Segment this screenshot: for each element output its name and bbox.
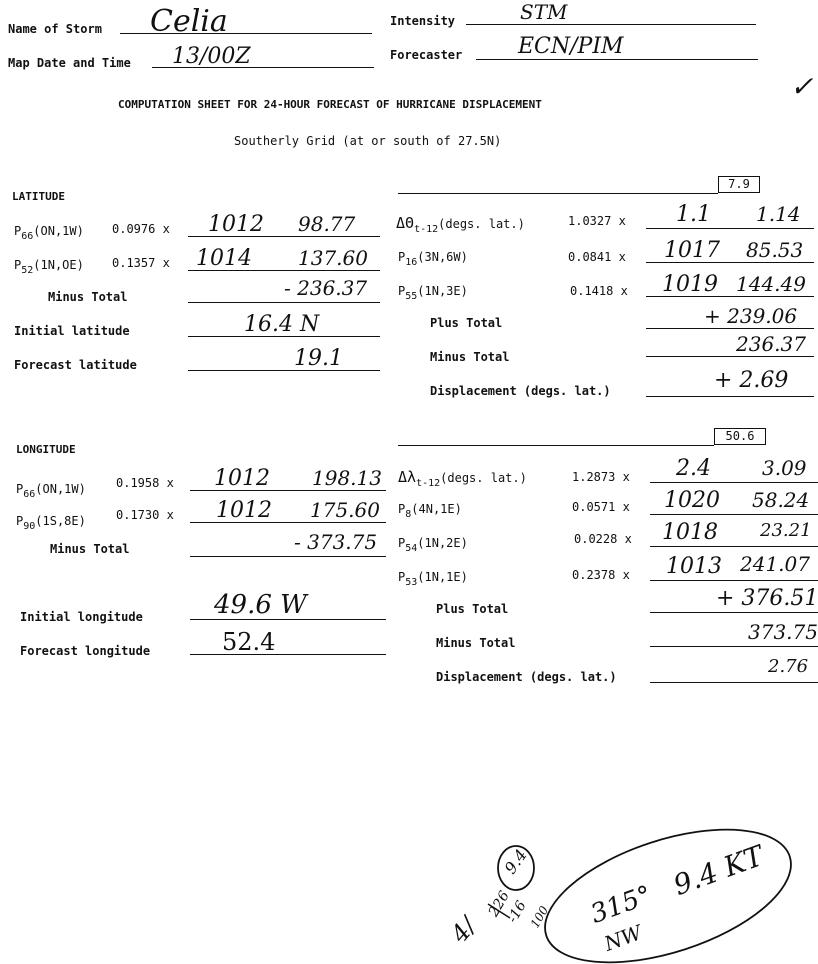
forecast-latitude-line — [188, 370, 380, 371]
oval-nw: NW — [601, 920, 646, 956]
initial-longitude-label: Initial longitude — [20, 610, 143, 624]
note-100: 100 — [527, 903, 552, 931]
lat-p16-pressure: 1017 — [664, 238, 720, 263]
forecast-longitude-label: Forecast longitude — [20, 644, 151, 658]
lon-minus-total-value: - 373.75 — [294, 530, 378, 554]
lon-p66-product: 198.13 — [312, 466, 382, 490]
lon-minus-total-label: Minus Total — [50, 542, 130, 556]
lon-p90-product: 175.60 — [310, 498, 380, 522]
lat-p52-pressure: 1014 — [196, 246, 252, 271]
lat-plus-total-value: + 239.06 — [704, 304, 798, 328]
lon-p53-pressure: 1013 — [666, 554, 722, 579]
latitude-box: 7.9 — [718, 176, 760, 193]
lon-p8-product: 58.24 — [752, 488, 810, 512]
lon-p66-pressure: 1012 — [214, 466, 270, 491]
forecast-latitude-value: 19.1 — [294, 346, 343, 371]
lon-p66-label: $P_{66}(ON,1W)$ — [16, 482, 86, 500]
longitude-heading: LONGITUDE — [16, 443, 76, 456]
lat-p55-coef: 0.1418 x — [570, 284, 628, 298]
lat-p66-product: 98.77 — [298, 212, 356, 236]
lat-p66-pressure: 1012 — [208, 212, 264, 237]
lon-p8-coef: 0.0571 x — [572, 500, 630, 514]
note-minus16: -16 — [504, 898, 530, 926]
intensity-line — [466, 24, 756, 25]
forecast-longitude-line — [190, 654, 386, 655]
oval-direction: 315° — [586, 880, 656, 930]
lat-p16-product: 85.53 — [746, 238, 804, 262]
storm-name-value: Celia — [150, 4, 228, 39]
lat-p16-label: $P_{16}(3N,6W)$ — [398, 250, 468, 268]
initial-latitude-value: 16.4 N — [244, 312, 320, 337]
lat-p52-label: $P_{52}(1N,OE)$ — [14, 258, 84, 276]
lon-plus-total-value: + 376.51 — [716, 586, 818, 611]
lon-dlambda-label: $\Delta\lambda_{t-12}(degs$. lat.) — [398, 468, 527, 489]
lon-p8-pressure: 1020 — [664, 488, 720, 513]
lon-p54-label: $P_{54}(1N,2E)$ — [398, 536, 468, 554]
longitude-box: 50.6 — [714, 428, 766, 445]
lon-p54-line — [650, 546, 818, 547]
oval-outline — [529, 803, 807, 964]
note-fraction: 4/ — [445, 912, 482, 948]
lat-minus-total-label: Minus Total — [48, 290, 128, 304]
latitude-heading: LATITUDE — [12, 190, 65, 203]
lon-p90-label: $P_{90}(1S,8E)$ — [16, 514, 86, 532]
lat-dtheta-product: 1.14 — [756, 202, 801, 226]
map-date-value: 13/00Z — [172, 44, 251, 69]
note-226: 226 — [485, 888, 513, 920]
lat-dtheta-coef: 1.0327 x — [568, 214, 626, 228]
lon-p66-coef: 0.1958 x — [116, 476, 174, 490]
lon-p54-pressure: 1018 — [662, 520, 718, 545]
lon-p54-coef: 0.0228 x — [574, 532, 632, 546]
lon-p90-pressure: 1012 — [216, 498, 272, 523]
lat-minus-total2-line — [646, 356, 814, 357]
forecaster-line — [476, 59, 758, 60]
lon-displacement-line — [650, 682, 818, 683]
lon-dlambda-value: 2.4 — [676, 456, 711, 481]
latitude-box-line — [398, 193, 718, 194]
lon-p90-coef: 0.1730 x — [116, 508, 174, 522]
lon-minus-total2-label: Minus Total — [436, 636, 516, 650]
lon-displacement-value: 2.76 — [768, 656, 809, 677]
lon-dlambda-line — [650, 482, 818, 483]
lon-plus-total-label: Plus Total — [436, 602, 509, 616]
lon-p8-line — [650, 514, 818, 515]
lon-displacement-label: Displacement (degs. lat.) — [436, 670, 617, 684]
lat-p55-product: 144.49 — [736, 272, 806, 296]
lat-p66-coef: 0.0976 x — [112, 222, 170, 236]
lat-dtheta-line — [646, 228, 814, 229]
lon-p53-label: $P_{53}(1N,1E)$ — [398, 570, 468, 588]
lat-plus-total-line — [646, 328, 814, 329]
lat-displacement-line — [646, 396, 814, 397]
forecast-latitude-label: Forecast latitude — [14, 358, 137, 372]
lat-minus-total-value: - 236.37 — [284, 276, 368, 300]
lat-p66-label: $P_{66}(ON,1W)$ — [14, 224, 84, 242]
forecaster-value: ECN/PIM — [518, 34, 624, 59]
lon-p53-product: 241.07 — [740, 552, 810, 576]
map-date-label: Map Date and Time — [8, 56, 131, 70]
intensity-value: STM — [520, 0, 568, 24]
lat-p55-label: $P_{55}(1N,3E)$ — [398, 284, 468, 302]
lon-minus-total2-value: 373.75 — [748, 620, 818, 644]
lon-dlambda-product: 3.09 — [762, 456, 807, 480]
lat-p52-coef: 0.1357 x — [112, 256, 170, 270]
lat-minus-total2-label: Minus Total — [430, 350, 510, 364]
lon-p8-label: $P_8(4N,1E)$ — [398, 502, 462, 520]
lat-dtheta-label: $\Delta\Theta_{t-12}(degs$. lat.) — [396, 214, 525, 235]
storm-name-label: Name of Storm — [8, 22, 102, 36]
page-subtitle: Southerly Grid (at or south of 27.5N) — [234, 134, 502, 148]
lon-p53-line — [650, 580, 818, 581]
longitude-box-line — [398, 445, 714, 446]
lon-minus-total-line — [190, 556, 386, 557]
lon-p53-coef: 0.2378 x — [572, 568, 630, 582]
intensity-label: Intensity — [390, 14, 456, 28]
lat-p16-coef: 0.0841 x — [568, 250, 626, 264]
lat-minus-total-line — [188, 302, 380, 303]
page-title: COMPUTATION SHEET FOR 24-HOUR FORECAST OF HURRICANE DISPLACEMENT — [118, 98, 542, 111]
lat-p52-product: 137.60 — [298, 246, 368, 270]
lon-minus-total2-line — [650, 646, 818, 647]
initial-latitude-label: Initial latitude — [14, 324, 130, 338]
lat-p55-pressure: 1019 — [662, 272, 718, 297]
initial-longitude-value: 49.6 W — [214, 590, 307, 620]
lat-plus-total-label: Plus Total — [430, 316, 503, 330]
lon-plus-total-line — [650, 612, 818, 613]
forecast-longitude-value: 52.4 — [222, 628, 276, 656]
lat-dtheta-value: 1.1 — [676, 202, 711, 227]
forecaster-label: Forecaster — [390, 48, 463, 62]
oval-speed: 9.4 KT — [669, 839, 768, 902]
lon-dlambda-coef: 1.2873 x — [572, 470, 630, 484]
circled-note: 9.4 — [500, 845, 531, 878]
lat-displacement-value: + 2.69 — [714, 368, 789, 393]
check-mark: ✓ — [790, 70, 814, 103]
lat-minus-total2-value: 236.37 — [736, 332, 806, 356]
lat-displacement-label: Displacement (degs. lat.) — [430, 384, 611, 398]
lon-p54-product: 23.21 — [760, 520, 812, 541]
